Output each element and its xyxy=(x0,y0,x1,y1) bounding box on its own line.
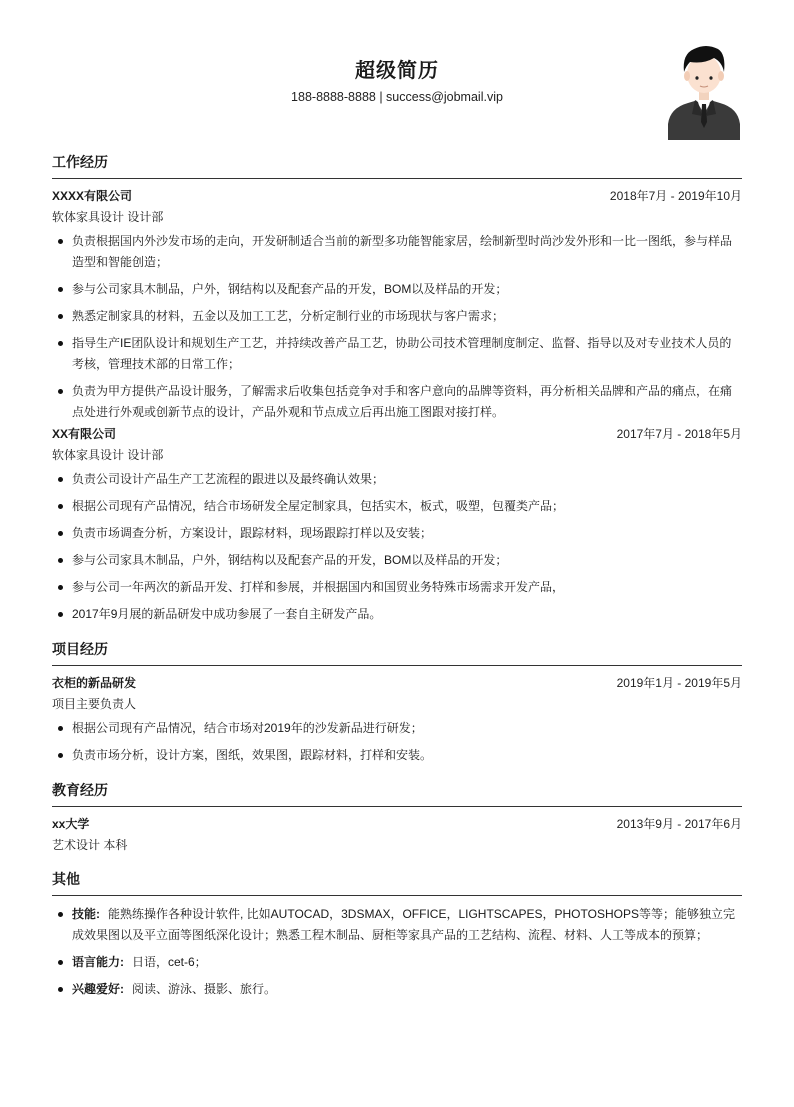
hobbies-text: 阅读、游泳、摄影、旅行。 xyxy=(132,982,277,996)
date-range: 2018年7月 - 2019年10月 xyxy=(609,189,742,203)
avatar-icon xyxy=(668,42,740,140)
list-item: 负责市场调查分析，方案设计，跟踪材料，现场跟踪打样以及安装； xyxy=(52,523,742,544)
work-section xyxy=(52,152,742,625)
contact-info: 188-8888-8888 | success@jobmail.vip xyxy=(291,90,503,104)
resume-page xyxy=(52,0,742,1006)
other-section xyxy=(52,869,742,1000)
candidate-name: 超级简历 xyxy=(355,60,439,82)
education-section xyxy=(52,780,742,855)
company-name: XX有限公司 xyxy=(52,427,117,441)
project-section xyxy=(52,639,742,766)
hobbies-item xyxy=(52,979,742,1000)
list-item: 参与公司一年两次的新品开发、打样和参展，并根据国内和国贸业务特殊市场需求开发产品， xyxy=(52,577,742,598)
list-item: 指导生产IE团队设计和规划生产工艺，并持续改善产品工艺，协助公司技术管理制度制定、监督、指导以及对专业技术人员的考核，管理技术部的日常工作； xyxy=(52,333,742,375)
duty-list xyxy=(52,469,742,625)
language-label: 语言能力: xyxy=(72,955,124,969)
other-list xyxy=(52,904,742,1000)
language-text: 日语，cet-6； xyxy=(132,955,207,969)
project-name: 衣柜的新品研发 xyxy=(52,676,137,690)
project-duty-list xyxy=(52,718,742,766)
date-range: 2019年1月 - 2019年5月 xyxy=(616,676,742,690)
list-item: 参与公司家具木制品，户外，钢结构以及配套产品的开发，BOM以及样品的开发； xyxy=(52,550,742,571)
resume-header xyxy=(52,0,742,140)
hobbies-label: 兴趣爱好: xyxy=(72,982,124,996)
list-item: 2017年9月展的新品研发中成功参展了一套自主研发产品。 xyxy=(52,604,742,625)
company-name: XXXX有限公司 xyxy=(52,189,133,203)
section-title-education: 教育经历 xyxy=(52,780,742,807)
list-item: 根据公司现有产品情况，结合市场研发全屋定制家具，包括实木，板式，吸塑，包覆类产品； xyxy=(52,496,742,517)
language-item xyxy=(52,952,742,973)
skills-text: 能熟练操作各种设计软件, 比如AUTOCAD，3DSMAX，OFFICE，LIGHTSCAPES，PHOTOSHOPS等等；能够独立完成效果图以及平立面等图纸深化设计；熟悉工程木制品、厨柜等家具产品的工艺结构、流程、材料、人工等成本的预算； xyxy=(72,907,735,942)
work-entry xyxy=(52,187,742,423)
major-degree: 艺术设计 本科 xyxy=(52,838,128,852)
skills-label: 技能: xyxy=(72,907,100,921)
school-name: xx大学 xyxy=(52,817,90,831)
list-item: 负责根据国内外沙发市场的走向，开发研制适合当前的新型多功能智能家居，绘制新型时尚沙发外形和一比一图纸，参与样品造型和智能创造； xyxy=(52,231,742,273)
job-role: 软体家具设计 设计部 xyxy=(52,210,164,224)
list-item: 负责市场分析，设计方案，图纸，效果图，跟踪材料，打样和安装。 xyxy=(52,745,742,766)
list-item: 熟悉定制家具的材料，五金以及加工工艺，分析定制行业的市场现状与客户需求； xyxy=(52,306,742,327)
list-item: 负责为甲方提供产品设计服务，了解需求后收集包括竞争对手和客户意向的品牌等资料，再分析相关品牌和产品的痛点，在痛点处进行外观或创新节点的设计，产品外观和节点成立后再出施工图跟对接打样。 xyxy=(52,381,742,423)
skills-item xyxy=(52,904,742,946)
date-range: 2017年7月 - 2018年5月 xyxy=(616,427,742,441)
section-title-work: 工作经历 xyxy=(52,152,742,179)
section-title-other: 其他 xyxy=(52,869,742,896)
project-role: 项目主要负责人 xyxy=(52,697,137,711)
list-item: 参与公司家具木制品，户外，钢结构以及配套产品的开发，BOM以及样品的开发； xyxy=(52,279,742,300)
section-title-project: 项目经历 xyxy=(52,639,742,666)
duty-list xyxy=(52,231,742,423)
date-range: 2013年9月 - 2017年6月 xyxy=(616,817,742,831)
list-item: 负责公司设计产品生产工艺流程的跟进以及最终确认效果； xyxy=(52,469,742,490)
job-role: 软体家具设计 设计部 xyxy=(52,448,164,462)
list-item: 根据公司现有产品情况，结合市场对2019年的沙发新品进行研发； xyxy=(52,718,742,739)
work-entry xyxy=(52,425,742,625)
